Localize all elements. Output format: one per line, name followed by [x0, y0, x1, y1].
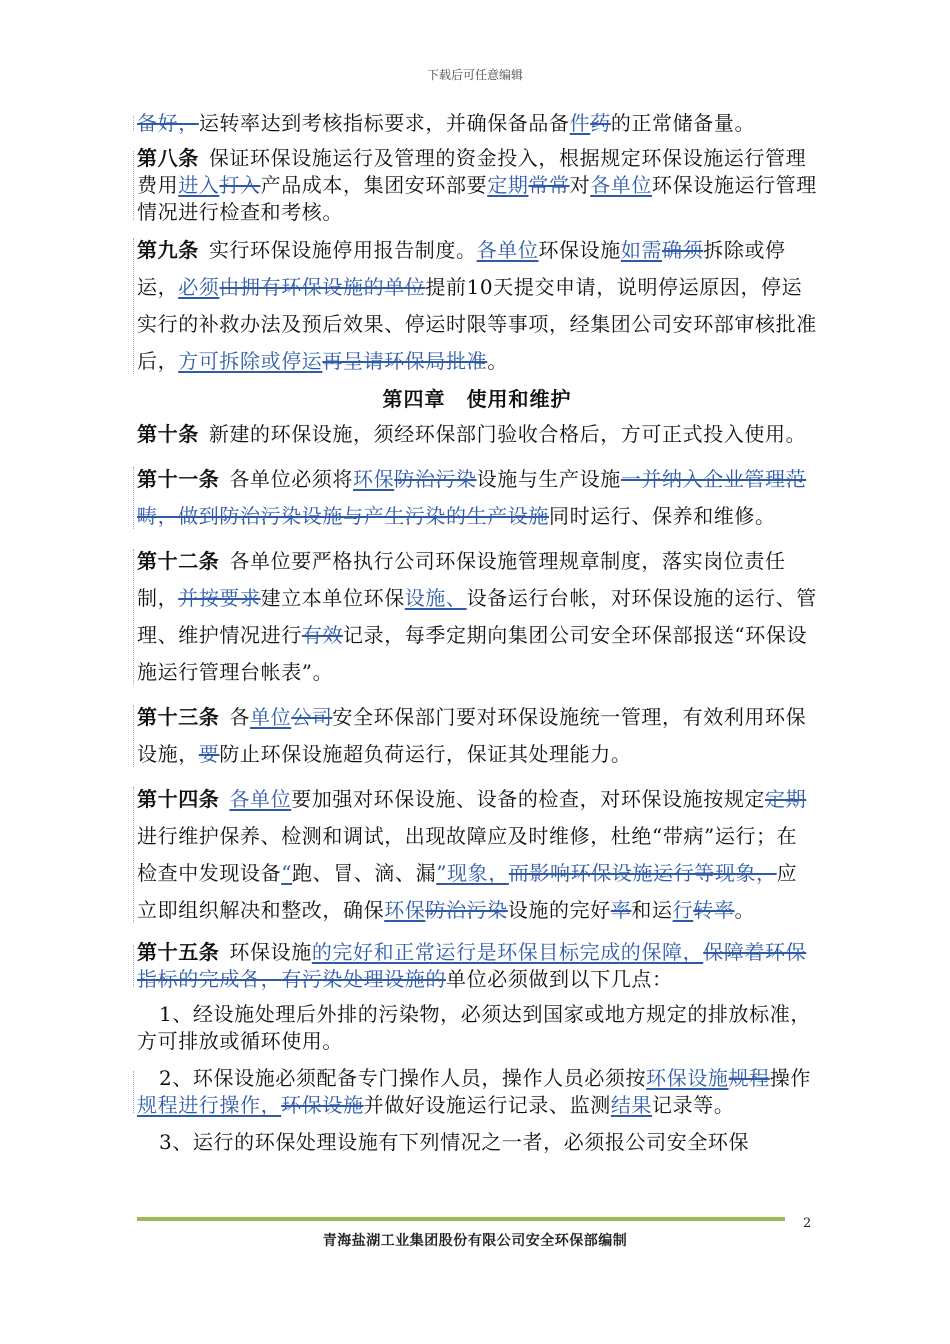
footer-organization: 青海盐湖工业集团股份有限公司安全环保部编制 — [322, 1233, 628, 1249]
text-run: 同时运行、保养和维修。 — [549, 504, 776, 528]
revision-insert: 进入 — [178, 173, 220, 197]
article-label: 第九条 — [137, 238, 199, 262]
revision-insert: 如需 — [620, 238, 663, 262]
revision-delete: 保障着环保指标的完成 — [137, 940, 807, 991]
chapter-title: 第四章 使用和维护 — [382, 387, 572, 411]
article-label: 第十四条 — [137, 787, 220, 811]
list-item-3: 3、运行的环保处理设施有下列情况之一者，必须报公司安全环保 — [159, 1130, 750, 1154]
text-run: 新建的环保设施，须经环保部门验收合格后，方可正式投入使用。 — [208, 422, 807, 446]
revision-insert: 环保 — [384, 898, 426, 922]
text-run: 拆除或停运， — [137, 238, 786, 299]
text-run: 设备运行台帐，对环保设施的运行、管理、维护情况进行 — [137, 586, 817, 647]
paragraph-continued — [137, 110, 817, 137]
revision-insert: 行 — [672, 898, 694, 922]
revision-delete: 防治污染 — [425, 898, 508, 922]
text-run: 对 — [569, 173, 591, 197]
revision-insert: 备好， — [137, 111, 199, 135]
text-run: 各单位要严格执行公司环保设施管理规章制度，落实岗位责任制， — [137, 549, 786, 610]
text-run: 跑、冒、滴、漏 — [292, 861, 437, 885]
text-run: 安全环保部门要对环保设施统一管理，有效利用环保设施， — [137, 705, 807, 766]
page-header-note: 下载后可任意编辑 — [426, 68, 523, 82]
revision-delete: 有效 — [301, 623, 344, 647]
article-15 — [137, 939, 817, 993]
text-run: 应立即组织解决和整改，确保 — [137, 861, 798, 922]
article-label: 第十条 — [137, 422, 199, 446]
text-run: 和运 — [631, 898, 673, 922]
revision-delete: 有污染处理设施的 — [281, 967, 447, 991]
text-run: 并做好设施运行记录、监测 — [363, 1093, 611, 1117]
revision-insert: 的完好和正常运行是环保目标完成的保障， — [311, 940, 704, 964]
revision-delete: 药 — [590, 111, 611, 135]
text-run: 的正常储备量。 — [610, 111, 756, 135]
revision-insert: 必须 — [178, 275, 220, 299]
revision-delete: 打入 — [219, 173, 261, 197]
text-run: 建立本单位环保 — [260, 586, 405, 610]
text-run: 环保设施运行管理情况进行检查和考核。 — [137, 173, 817, 224]
text-run: 进行维护保养、检测和调试，出现故障应及时维修，杜绝“带病”运行；在检查中发现设备 — [137, 824, 798, 885]
list-item-1: 1、经设施处理后外排的污染物，必须达到国家或地方规定的排放标准，方可排放或循环使用。 — [137, 1002, 811, 1053]
article-13 — [137, 699, 817, 773]
article-label: 第十一条 — [137, 467, 220, 491]
text-run: 。 — [487, 349, 508, 373]
revision-insert: 件 — [569, 111, 591, 135]
revision-insert: 规程进行操作， — [137, 1093, 282, 1117]
article-11 — [137, 461, 817, 535]
text-run: 防止环保设施超负荷运行，保证其处理能力。 — [219, 742, 632, 766]
list-item-2 — [137, 1065, 817, 1119]
revision-insert: 环保 — [353, 467, 395, 491]
article-label: 第八条 — [137, 146, 199, 170]
text-run: 要加强对环保设施、设备的检查，对环保设施按规定 — [291, 787, 766, 811]
revision-delete: 由拥有环保设施的单位 — [219, 275, 426, 299]
text-run: 产品成本，集团安环部要 — [260, 173, 488, 197]
revision-delete: 一并纳入企业管理范畴，做到防治污染设施与产生污染的生产设施 — [137, 467, 807, 528]
revision-insert: 各单位 — [590, 173, 653, 197]
revision-insert: 各单位 — [476, 238, 539, 262]
revision-delete: 规程 — [728, 1066, 770, 1090]
revision-delete: 而影响环保设施运行等现象， — [508, 861, 777, 885]
revision-insert: 单位 — [250, 705, 292, 729]
text-run: 记录，每季定期向集团公司安全环保部报送“环保设施运行管理台帐表”。 — [137, 623, 808, 684]
revision-delete: 定期 — [765, 787, 807, 811]
revision-insert: 结果 — [610, 1093, 653, 1117]
revision-delete: 转率 — [693, 898, 735, 922]
text-run: 运转率达到考核指标要求，并确保备品备 — [198, 111, 570, 135]
text-run: 操作 — [769, 1066, 811, 1090]
revision-delete: 公司 — [291, 705, 333, 729]
revision-delete: 并按要求 — [178, 586, 261, 610]
revision-delete: 率 — [610, 898, 632, 922]
article-12 — [137, 543, 817, 691]
text-run: 2、环保设施必须配备专门操作人员，操作人员必须按 — [159, 1066, 647, 1090]
revision-insert: ”现象， — [436, 861, 509, 885]
article-9 — [137, 232, 817, 380]
revision-delete: 防治污染 — [394, 467, 477, 491]
text-run: 环保设施 — [538, 238, 621, 262]
text-run: 设施的完好 — [507, 898, 611, 922]
revision-delete: 环保设施 — [281, 1093, 364, 1117]
revision-delete: 确须 — [662, 238, 704, 262]
text-run: 实行环保设施停用报告制度。 — [208, 238, 477, 262]
page-number: 2 — [803, 1216, 812, 1231]
revision-delete: 再呈请环保局批准 — [322, 349, 488, 373]
text-run: 各 — [229, 705, 251, 729]
revision-insert: 环保设施 — [646, 1066, 729, 1090]
revision-insert: 各单位 — [229, 787, 292, 811]
text-run: 单位必须做到以下几点： — [446, 967, 673, 991]
article-label: 第十二条 — [137, 549, 220, 573]
document-body — [137, 110, 817, 1156]
revision-insert: “ — [281, 861, 293, 885]
article-14 — [137, 781, 817, 929]
text-run: 各单位必须将 — [229, 467, 354, 491]
text-run: 提前10天提交申请，说明停运原因，停运实行的补救办法及预后效果、停运时限等事项，经集团公司安环部审核批准后， — [137, 275, 817, 373]
article-8 — [137, 145, 817, 226]
revision-delete: 要 — [198, 742, 220, 766]
revision-insert: 方可拆除或停运 — [178, 349, 323, 373]
footer-rule — [137, 1217, 785, 1221]
article-label: 第十三条 — [137, 705, 220, 729]
revision-insert: 设施、 — [404, 586, 467, 610]
revision-delete: 各， — [240, 967, 282, 991]
text-run: 设施与生产设施 — [476, 467, 621, 491]
article-label: 第十五条 — [137, 940, 220, 964]
text-run: 保证环保设施运行及管理的资金投入，根据规定环保设施运行管理费用 — [137, 146, 807, 197]
text-run: 。 — [734, 898, 756, 922]
revision-delete: 常常 — [528, 173, 570, 197]
revision-insert: 定期 — [487, 173, 529, 197]
text-run: 记录等。 — [652, 1093, 735, 1117]
article-10 — [137, 416, 817, 453]
text-run: 环保设施 — [229, 940, 312, 964]
